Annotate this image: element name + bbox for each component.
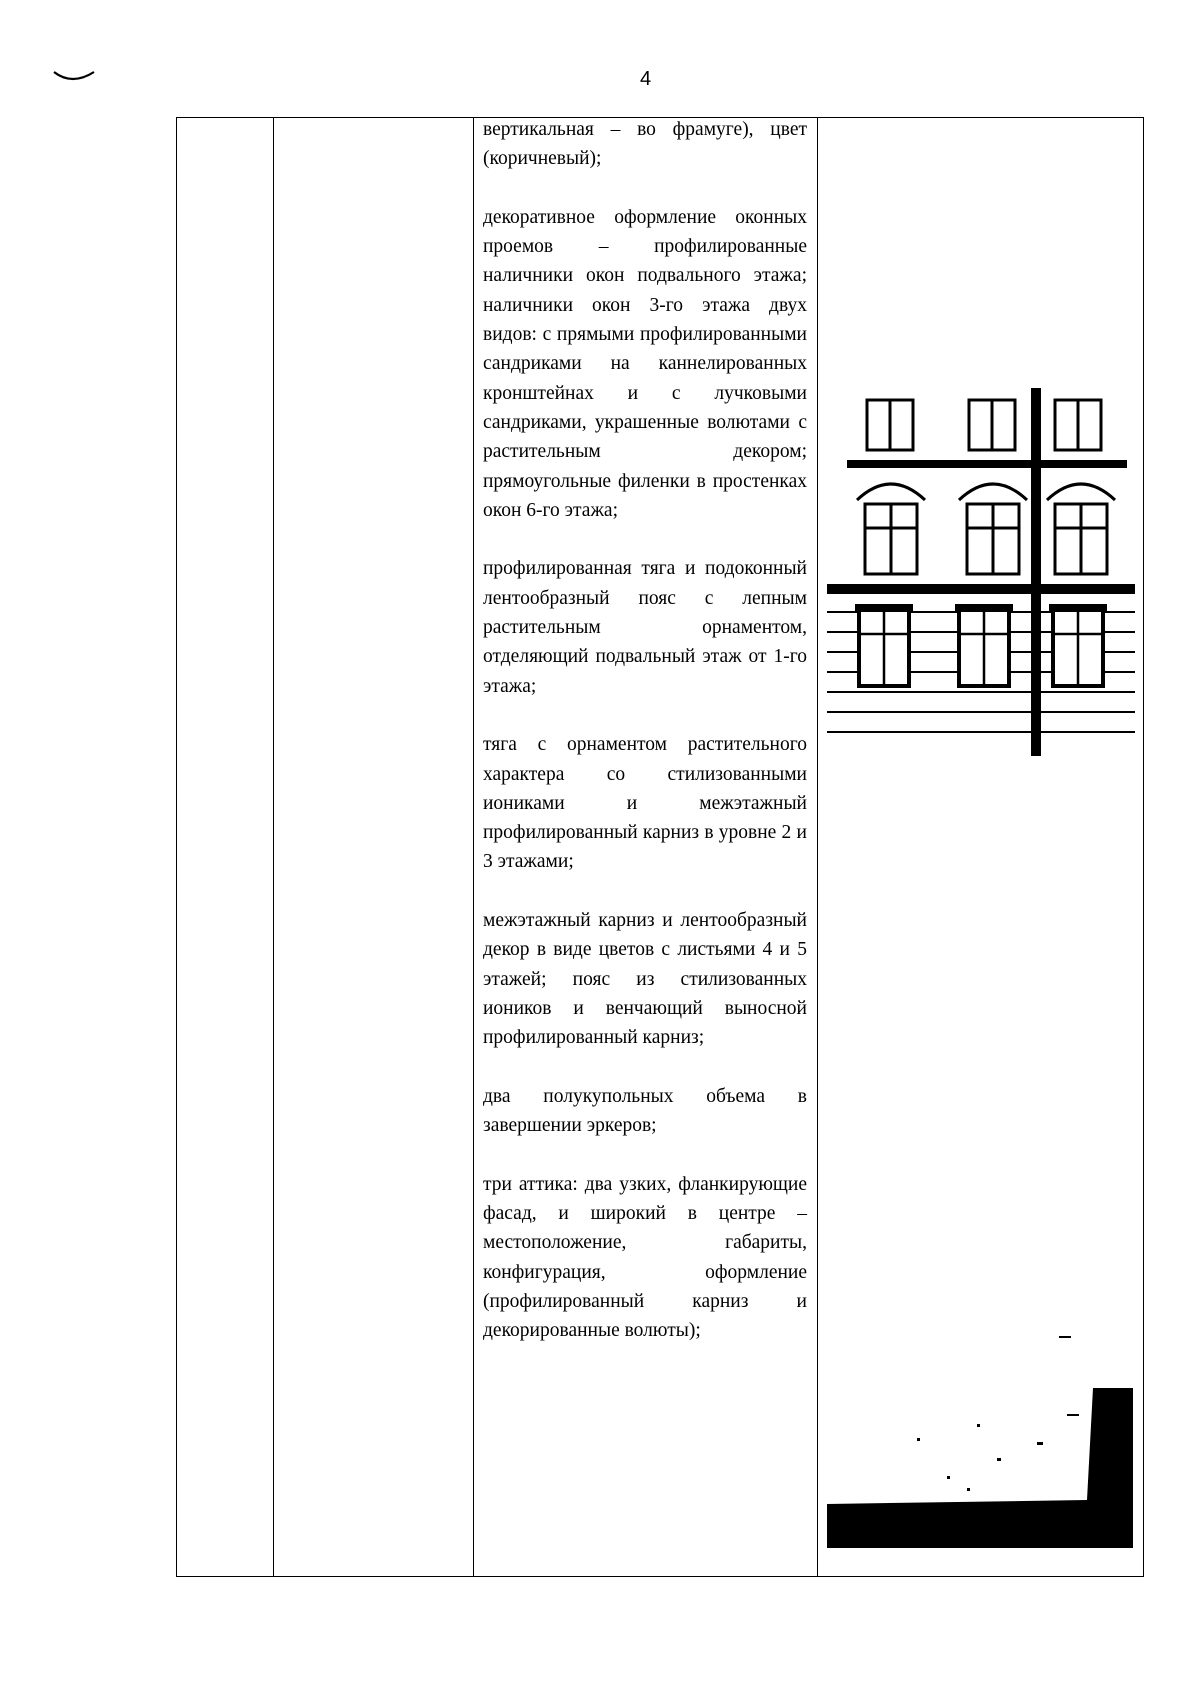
facade-photo: [827, 388, 1135, 756]
description-paragraph: тяга с орнаментом растительного характера со стилизованными иониками и межэтажный профилированный карниз в уровне 2 и 3 этажами;: [483, 734, 807, 873]
column-divider: [273, 118, 274, 1576]
page-number: 4: [640, 68, 652, 90]
description-paragraph: профилированная тяга и подоконный лентообразный пояс с лепным растительным орнаментом, отделяющий подвальный этаж от 1-го этажа;: [483, 558, 807, 697]
description-paragraph: два полукупольных объема в завершении эркеров;: [483, 1085, 807, 1137]
description-cell: [483, 118, 807, 1375]
scan-mark: [52, 66, 96, 86]
description-paragraph: межэтажный карниз и лентообразный декор в виде цветов с листьями 4 и 5 этажей; пояс из стилизованных иоников и венчающий выносной профилированный карниз;: [483, 910, 807, 1049]
attic-photo: [827, 1308, 1135, 1548]
column-divider: [473, 118, 474, 1576]
description-paragraph: три аттика: два узких, фланкирующие фасад, и широкий в центре – местоположение, габариты, конфигурация, оформление (профилированный карниз и декорированные волюты);: [483, 1173, 807, 1342]
description-paragraph: вертикальная – во фрамуге), цвет (коричневый);: [483, 119, 807, 170]
column-divider: [817, 118, 818, 1576]
document-table: [176, 117, 1144, 1577]
description-paragraph: декоративное оформление оконных проемов – профилированные наличники окон подвального этажа; наличники окон 3-го этажа двух видов: с прямыми профилированными сандриками на каннелированных кронштейнах и с лучковыми сандриками, украшенные волютами с растительным декором; прямоугольные филенки в простенках окон 6-го этажа;: [483, 206, 807, 521]
